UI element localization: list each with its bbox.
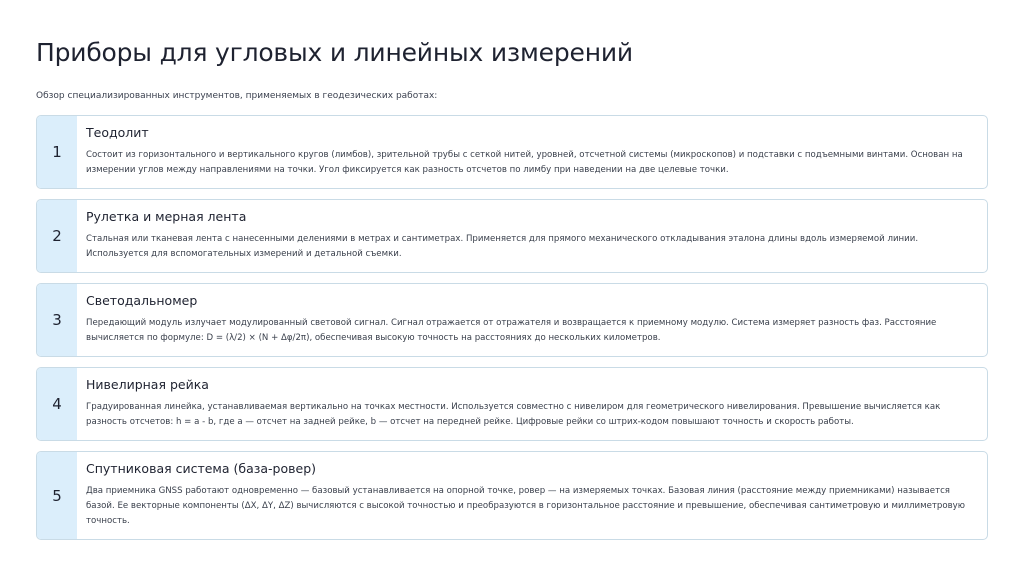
card-description: Передающий модуль излучает модулированный световой сигнал. Сигнал отражается от отражателя и возвращается к приемному модулю. Система измеряет разность фаз. Расстояние вычисляется по формуле: D = (λ/2) × (N + Δφ/2π), обеспечивая высокую точность на расстояниях до нескольких километров. — [86, 318, 937, 343]
card-content — [77, 284, 987, 356]
card-description: Стальная или тканевая лента с нанесенными делениями в метрах и сантиметрах. Применяется для прямого механического откладывания эталона длины вдоль измеряемой линии. Используется для вспомогательных измерений и детальной съемки. — [86, 234, 919, 259]
card-title: Теодолит — [86, 125, 149, 140]
instrument-card-theodolite — [36, 115, 988, 189]
card-number: 1 — [37, 116, 77, 188]
card-description: Градуированная линейка, устанавливаемая вертикально на точках местности. Используется совместно с нивелиром для геометрического нивелирования. Превышение вычисляется как разность отсчетов: h = a - b, где a — отсчет на задней рейке, b — отсчет на передней рейке. Цифровые рейки со штрих-кодом повышают точность и скорость работы. — [86, 402, 941, 427]
card-content — [77, 368, 987, 440]
card-title: Рулетка и мерная лента — [86, 209, 247, 224]
card-title: Спутниковая система (база-ровер) — [86, 461, 317, 476]
card-number: 3 — [37, 284, 77, 356]
page-subtitle: Обзор специализированных инструментов, применяемых в геодезических работах: — [36, 91, 438, 101]
card-content — [77, 452, 987, 539]
page-title: Приборы для угловых и линейных измерений — [36, 38, 633, 67]
instrument-card-rangefinder — [36, 283, 988, 357]
card-number: 4 — [37, 368, 77, 440]
card-description: Два приемника GNSS работают одновременно — базовый устанавливается на опорной точке, ровер — на измеряемых точках. Базовая линия (расстояние между приемниками) называется базой. Ее векторные компоненты (ΔX, ΔY, ΔZ) вычисляются с высокой точностью и преобразуются в горизонтальное расстояние и превышение, обеспечивая сантиметровую и миллиметровую точность. — [86, 486, 965, 526]
card-number: 2 — [37, 200, 77, 272]
card-title: Нивелирная рейка — [86, 377, 209, 392]
card-content — [77, 200, 987, 272]
instrument-card-leveling-rod — [36, 367, 988, 441]
card-description: Состоит из горизонтального и вертикального кругов (лимбов), зрительной трубы с сеткой нитей, уровней, отсчетной системы (микроскопов) и подставки с подъемными винтами. Основан на измерении углов между направлениями на точки. Угол фиксируется как разность отсчетов по лимбу при наведении на две целевые точки. — [86, 150, 963, 175]
instrument-card-tape — [36, 199, 988, 273]
instrument-list — [36, 115, 988, 550]
card-content — [77, 116, 987, 188]
card-title: Светодальномер — [86, 293, 198, 308]
instrument-card-gnss — [36, 451, 988, 540]
card-number: 5 — [37, 452, 77, 539]
